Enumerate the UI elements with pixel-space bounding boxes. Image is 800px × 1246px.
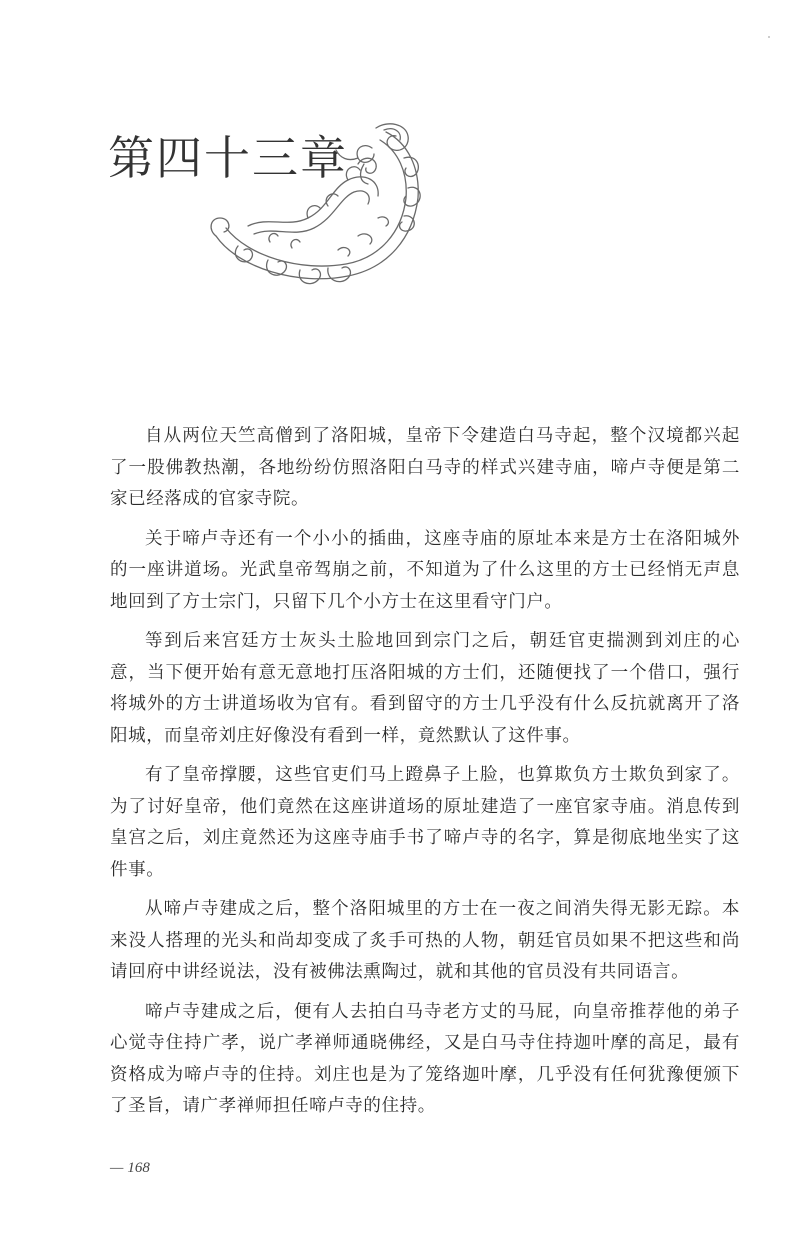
paragraph: 等到后来宫廷方士灰头土脸地回到宗门之后，朝廷官吏揣测到刘庄的心意，当下便开始有意无意地打压洛阳城的方士们，还随便找了一个借口，强行将城外的方士讲道场收为官有。看到留守的方士几乎没有什么反抗就离开了洛阳城，而皇帝刘庄好像没有看到一样，竟然默认了这件事。 — [110, 631, 740, 746]
paragraph: 从啼卢寺建成之后，整个洛阳城里的方士在一夜之间消失得无影无踪。本来没人搭理的光头和尚却变成了炙手可热的人物，朝廷官员如果不把这些和尚请回府中讲经说法，没有被佛法熏陶过，就和其他的官员没有共同语言。 — [110, 899, 740, 982]
page-number-value: 168 — [127, 1160, 150, 1176]
page-number-dash: — — [110, 1160, 124, 1176]
paragraph: 啼卢寺建成之后，便有人去拍白马寺老方丈的马屁，向皇帝推荐他的弟子心觉寺住持广孝，说广孝禅师通晓佛经，又是白马寺住持迦叶摩的高足，最有资格成为啼卢寺的住持。刘庄也是为了笼络迦叶摩，几乎没有任何犹豫便颁下了圣旨，请广孝禅师担任啼卢寺的住持。 — [110, 1001, 740, 1116]
paragraph: 有了皇帝撑腰，这些官吏们马上蹬鼻子上脸，也算欺负方士欺负到家了。为了讨好皇帝，他们竟然在这座讲道场的原址建造了一座官家寺庙。消息传到皇宫之后，刘庄竟然还为这座寺庙手书了啼卢寺的名字，算是彻底地坐实了这件事。 — [110, 765, 740, 880]
paragraph: 关于啼卢寺还有一个小小的插曲，这座寺庙的原址本来是方士在洛阳城外的一座讲道场。光武皇帝驾崩之前，不知道为了什么这里的方士已经悄无声息地回到了方士宗门，只留下几个小方士在这里看守门户。 — [110, 528, 740, 612]
cloud-dragon-ornament-icon — [208, 118, 424, 288]
page-number — [110, 1160, 150, 1177]
scan-speck — [768, 36, 770, 38]
paragraph: 自从两位天竺高僧到了洛阳城，皇帝下令建造白马寺起，整个汉境都兴起了一股佛教热潮，各地纷纷仿照洛阳白马寺的样式兴建寺庙，啼卢寺便是第二家已经落成的官家寺院。 — [110, 426, 740, 509]
chapter-body — [110, 421, 740, 1131]
chapter-title: 第四十三章 — [108, 131, 348, 185]
